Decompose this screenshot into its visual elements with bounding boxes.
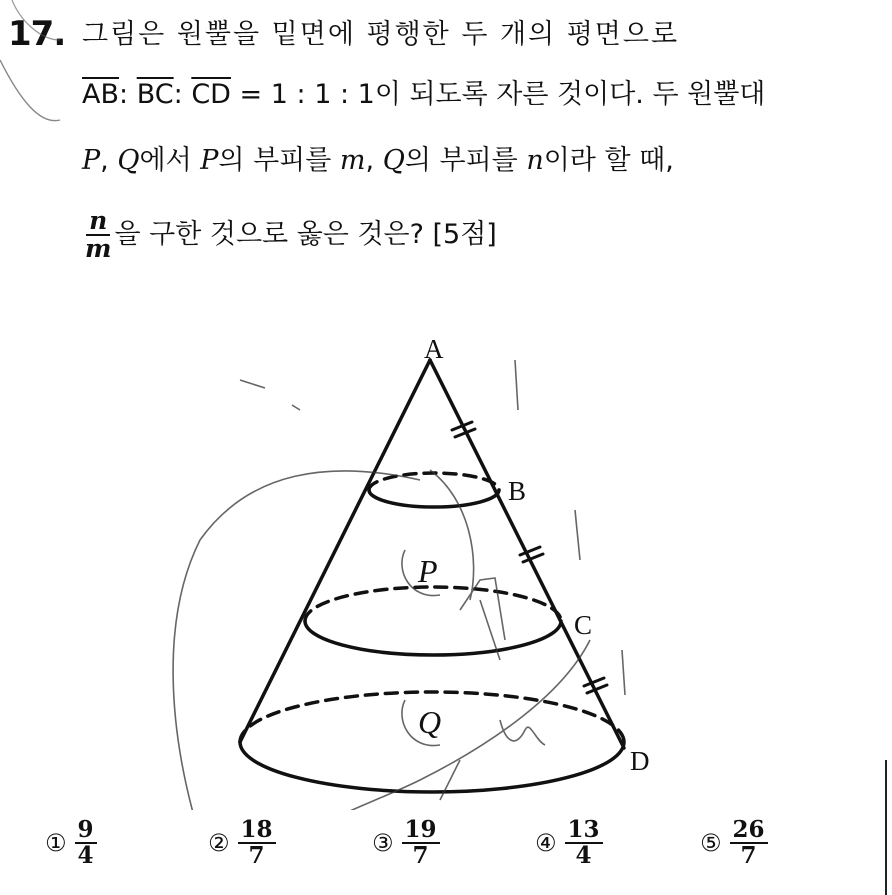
variable-p: P: [200, 145, 219, 176]
option-fraction: [565, 818, 603, 868]
variable-q: Q: [382, 145, 405, 176]
option-numerator: 19: [402, 818, 440, 844]
question-line-2: [82, 72, 765, 111]
question-number: 17.: [8, 14, 66, 54]
option-2[interactable]: [208, 818, 276, 868]
fraction-numerator: n: [86, 208, 110, 236]
option-5[interactable]: [700, 818, 768, 868]
cone-left-edge: [240, 360, 430, 742]
option-4[interactable]: [535, 818, 603, 868]
segment-cd: $\overline{CD}$: [191, 79, 231, 110]
ratio-colon: :: [119, 79, 129, 110]
option-fraction: [238, 818, 276, 868]
label-c: C: [574, 610, 593, 640]
question-line-3: [82, 138, 674, 177]
section-c-front: [305, 621, 561, 655]
text-segment: 의 부피를: [218, 145, 340, 176]
fraction-n-over-m: [82, 208, 114, 263]
variable-m: m: [339, 145, 366, 176]
segment-bc: $\overline{BC}$: [136, 79, 174, 110]
label-b: B: [508, 476, 527, 506]
variable-q: Q: [117, 145, 140, 176]
variable-n: n: [526, 145, 544, 176]
option-numerator: 18: [238, 818, 276, 844]
section-b-front: [369, 490, 499, 507]
option-denominator: 7: [412, 842, 429, 870]
question-line-4: [82, 208, 497, 263]
option-numerator: 26: [730, 818, 768, 844]
variable-p: P: [82, 145, 101, 176]
cone-figure: [0, 300, 892, 810]
text-segment: ,: [100, 145, 118, 176]
option-numerator: 13: [565, 818, 603, 844]
base-front: [240, 742, 624, 792]
question-line-2-rest: = 1 : 1 : 1이 되도록 자른 것이다. 두 원뿔대: [230, 79, 766, 110]
option-marker: ②: [208, 829, 230, 858]
option-denominator: 7: [740, 842, 757, 870]
fraction-denominator: m: [85, 234, 112, 264]
section-b-back: [369, 473, 499, 490]
option-denominator: 7: [248, 842, 265, 870]
option-numerator: 9: [75, 818, 97, 844]
option-marker: ④: [535, 829, 557, 858]
option-marker: ③: [372, 829, 394, 858]
label-a: A: [424, 334, 444, 364]
option-denominator: 4: [575, 842, 592, 870]
segment-ab: $\overline{AB}$: [82, 79, 119, 110]
option-fraction: [75, 818, 97, 868]
option-fraction: [730, 818, 768, 868]
option-marker: ①: [45, 829, 67, 858]
option-3[interactable]: [372, 818, 440, 868]
question-line-1: 그림은 원뿔을 밑면에 평행한 두 개의 평면으로: [82, 19, 680, 50]
text-segment: 의 부피를: [404, 145, 527, 176]
option-marker: ⑤: [700, 829, 722, 858]
option-1[interactable]: [45, 818, 97, 868]
section-c-back: [305, 587, 561, 621]
text-segment: 이라 할 때,: [543, 145, 674, 176]
text-segment: ,: [365, 145, 383, 176]
label-p: P: [418, 553, 438, 589]
question-line-4-rest: 을 구한 것으로 옳은 것은? [5점]: [114, 218, 497, 250]
option-fraction: [402, 818, 440, 868]
option-denominator: 4: [77, 842, 94, 870]
text-segment: 에서: [139, 145, 201, 176]
label-q: Q: [418, 704, 442, 740]
ratio-colon: :: [173, 79, 183, 110]
label-d: D: [630, 746, 650, 776]
